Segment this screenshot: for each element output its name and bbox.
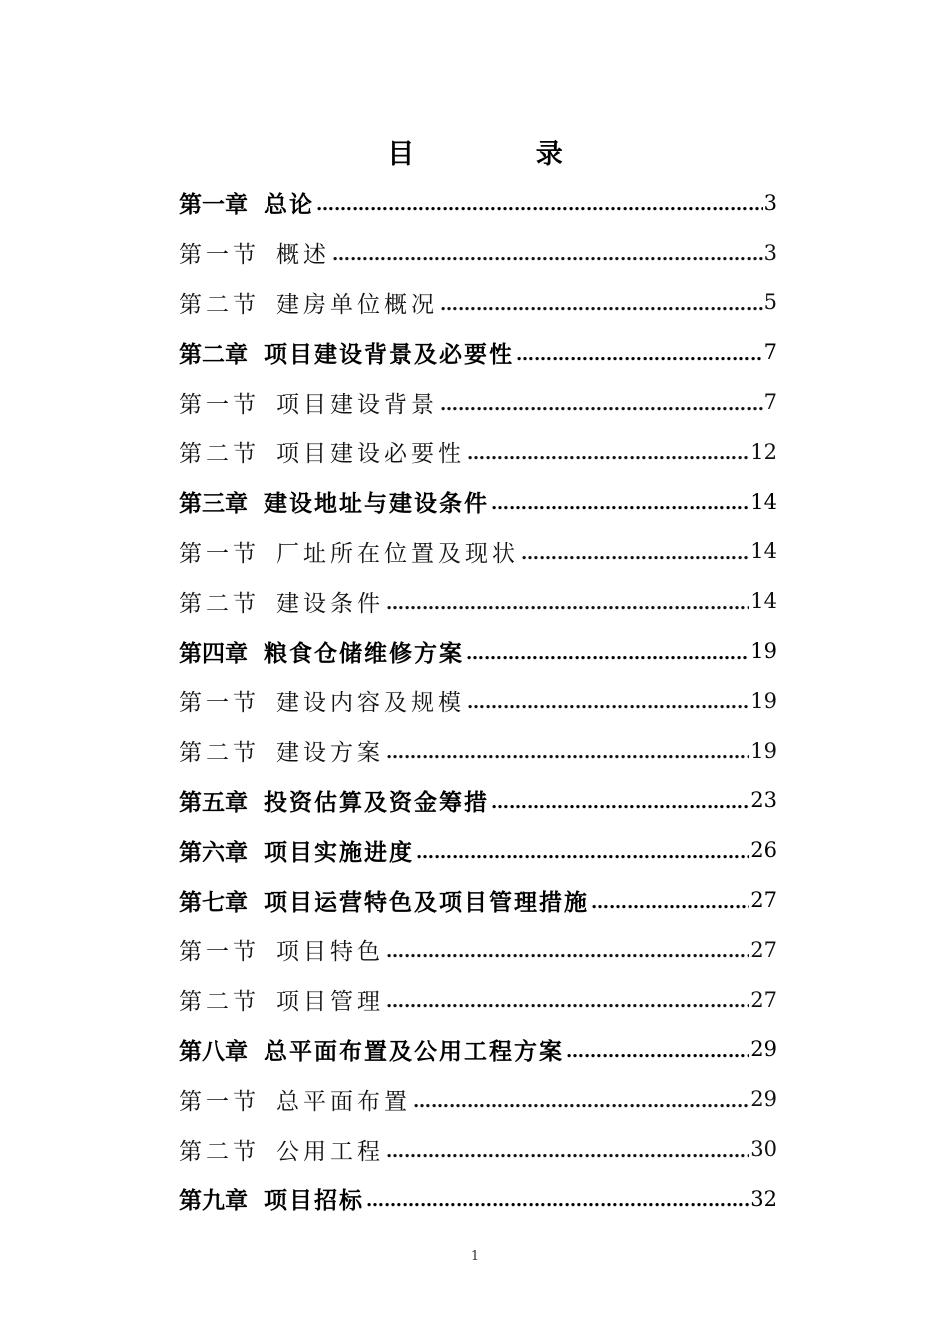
toc-entry-heading: 项目建设背景 (276, 391, 438, 418)
dot-leader (366, 1190, 749, 1211)
toc-chapter-entry[interactable] (179, 178, 777, 228)
toc-entry-page: 14 (750, 539, 777, 564)
dot-leader (316, 194, 763, 215)
toc-entry-page: 19 (750, 639, 777, 664)
toc-entry-page: 14 (750, 589, 777, 614)
toc-entry-number: 第八章 (179, 1037, 248, 1065)
toc-chapter-entry[interactable] (179, 776, 777, 826)
toc-entry-heading: 项目特色 (276, 939, 384, 966)
toc-entry-number: 第二节 (179, 989, 260, 1016)
dot-leader (440, 394, 763, 415)
toc-entry-number: 第一节 (179, 242, 260, 269)
toc-entry-number: 第一节 (179, 540, 260, 567)
dot-leader (516, 344, 763, 365)
toc-entry-number: 第二节 (179, 291, 260, 318)
dot-leader (413, 1091, 749, 1112)
toc-entry-heading: 总论 (264, 191, 314, 219)
toc-entry-number: 第一章 (179, 191, 248, 219)
dot-leader (467, 692, 749, 713)
dot-leader (386, 593, 749, 614)
toc-entry-number: 第四章 (179, 639, 248, 667)
toc-entry-heading: 总平面布置 (276, 1088, 411, 1115)
toc-entry-heading: 粮食仓储维修方案 (264, 639, 464, 667)
toc-entry-heading: 建房单位概况 (276, 291, 438, 318)
page-number: 1 (470, 1249, 480, 1264)
toc-entry-page: 29 (750, 1087, 777, 1112)
toc-chapter-entry[interactable] (179, 825, 777, 875)
toc-entry-page: 14 (750, 489, 777, 514)
toc-entry-number: 第二章 (179, 340, 248, 368)
toc-entry-number: 第一节 (179, 391, 260, 418)
toc-entry-heading: 公用工程 (276, 1138, 384, 1165)
toc-section-entry[interactable] (179, 527, 777, 577)
toc-entry-heading: 建设方案 (276, 740, 384, 767)
toc-entry-number: 第九章 (179, 1187, 248, 1215)
toc-section-entry[interactable] (179, 576, 777, 626)
toc-chapter-entry[interactable] (179, 875, 777, 925)
toc-section-entry[interactable] (179, 1124, 777, 1174)
toc-entry-number: 第六章 (179, 838, 248, 866)
toc-chapter-entry[interactable] (179, 1025, 777, 1075)
dot-leader (386, 991, 749, 1012)
toc-entry-page: 5 (763, 290, 777, 315)
toc-entry-number: 第一节 (179, 939, 260, 966)
toc-chapter-entry[interactable] (179, 626, 777, 676)
toc-entry-number: 第五章 (179, 788, 248, 816)
toc-entry-page: 7 (763, 390, 777, 415)
toc-entry-heading: 建设内容及规模 (276, 690, 465, 717)
toc-section-entry[interactable] (179, 278, 777, 328)
toc-entry-page: 30 (750, 1137, 777, 1162)
toc-entry-page: 26 (750, 838, 777, 863)
toc-entry-heading: 概述 (276, 242, 330, 269)
toc-entry-heading: 项目建设背景及必要性 (264, 340, 514, 368)
toc-entry-page: 23 (750, 788, 777, 813)
toc-entry-heading: 投资估算及资金筹措 (264, 788, 489, 816)
dot-leader (521, 543, 749, 564)
toc-section-entry[interactable] (179, 228, 777, 278)
toc-entry-page: 32 (750, 1186, 777, 1211)
toc-entry-heading: 建设地址与建设条件 (264, 490, 489, 518)
toc-entry-heading: 项目运营特色及项目管理措施 (264, 888, 589, 916)
toc-entry-heading: 项目管理 (276, 989, 384, 1016)
toc-chapter-entry[interactable] (179, 1174, 777, 1224)
toc-section-entry[interactable] (179, 377, 777, 427)
toc-entry-number: 第七章 (179, 888, 248, 916)
toc-entry-number: 第一节 (179, 1088, 260, 1115)
dot-leader (491, 792, 749, 813)
toc-title: 目 录 (387, 139, 619, 170)
toc-chapter-entry[interactable] (179, 327, 777, 377)
dot-leader (566, 1041, 749, 1062)
toc-entry-page: 27 (750, 937, 777, 962)
dot-leader (386, 1141, 749, 1162)
toc-list (179, 178, 777, 1224)
toc-entry-heading: 总平面布置及公用工程方案 (264, 1037, 564, 1065)
toc-entry-number: 第一节 (179, 690, 260, 717)
toc-entry-number: 第二节 (179, 590, 260, 617)
toc-section-entry[interactable] (179, 1074, 777, 1124)
toc-entry-heading: 项目实施进度 (264, 838, 414, 866)
toc-section-entry[interactable] (179, 975, 777, 1025)
toc-entry-heading: 厂址所在位置及现状 (276, 540, 519, 567)
toc-entry-page: 12 (750, 439, 777, 464)
toc-entry-heading: 建设条件 (276, 590, 384, 617)
toc-section-entry[interactable] (179, 726, 777, 776)
toc-entry-page: 27 (750, 888, 777, 913)
toc-entry-number: 第二节 (179, 1138, 260, 1165)
dot-leader (440, 294, 763, 315)
dot-leader (466, 643, 749, 664)
toc-entry-heading: 项目建设必要性 (276, 441, 465, 468)
toc-entry-page: 27 (750, 987, 777, 1012)
dot-leader (332, 244, 763, 265)
toc-entry-number: 第三章 (179, 490, 248, 518)
toc-entry-page: 7 (763, 340, 777, 365)
toc-entry-page: 3 (763, 240, 777, 265)
toc-entry-page: 19 (750, 688, 777, 713)
dot-leader (416, 842, 749, 863)
dot-leader (386, 742, 749, 763)
toc-entry-page: 3 (763, 190, 777, 215)
toc-section-entry[interactable] (179, 676, 777, 726)
toc-entry-heading: 项目招标 (264, 1187, 364, 1215)
toc-entry-page: 29 (750, 1037, 777, 1062)
toc-section-entry[interactable] (179, 427, 777, 477)
toc-section-entry[interactable] (179, 925, 777, 975)
dot-leader (491, 493, 749, 514)
toc-chapter-entry[interactable] (179, 477, 777, 527)
dot-leader (467, 443, 749, 464)
toc-entry-page: 19 (750, 738, 777, 763)
toc-entry-number: 第二节 (179, 441, 260, 468)
toc-entry-number: 第二节 (179, 740, 260, 767)
dot-leader (386, 941, 749, 962)
dot-leader (591, 892, 749, 913)
